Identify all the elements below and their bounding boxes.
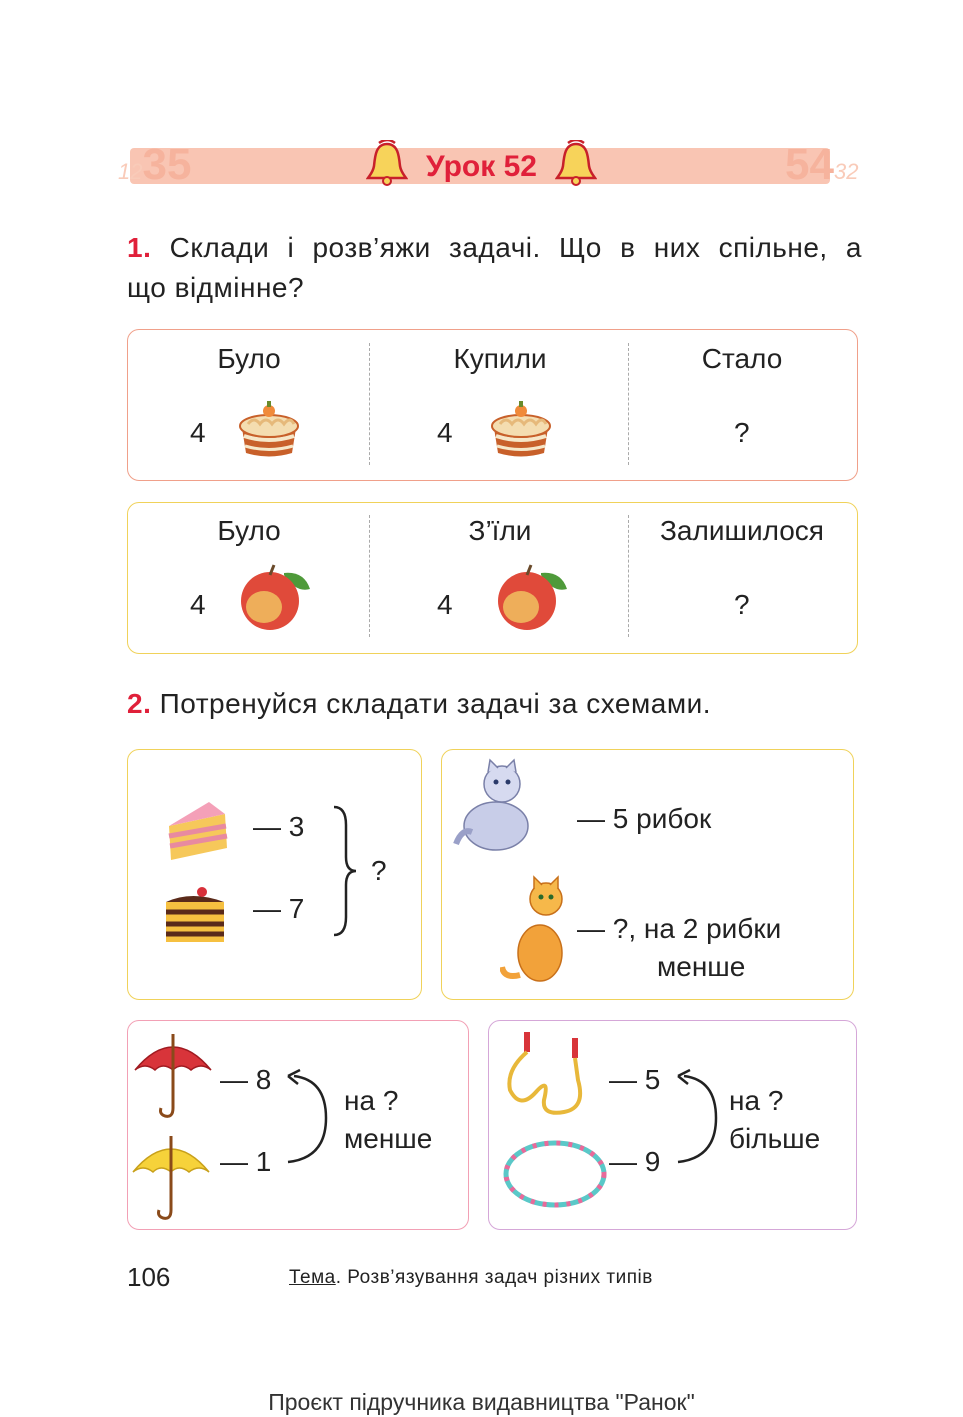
scheme-row-value: — 9 — [609, 1146, 661, 1177]
col3-label: Стало — [701, 343, 783, 374]
apple-icon — [238, 563, 312, 638]
umbrella-icon — [131, 1132, 211, 1229]
bell-icon — [555, 140, 597, 194]
divider — [369, 515, 370, 637]
cake-slice-icon — [165, 800, 231, 867]
bell-icon — [366, 140, 408, 194]
scheme-row-value: — 7 — [253, 893, 305, 924]
cake-icon — [488, 398, 554, 465]
umbrella-icon — [133, 1030, 213, 1127]
col1-value: 4 — [190, 589, 206, 620]
col1-label: Було — [217, 343, 281, 374]
topic-line: Тема. Розв’язування задач різних типів — [289, 1267, 653, 1288]
scheme-row-value: — ?, на 2 рибки менше — [577, 913, 782, 982]
task1-text: 1. Склади і розв’яжи задачі. Що в них спільне, а що відмінне? — [127, 232, 863, 303]
decor-digits-right: 5432 — [785, 140, 859, 189]
comparison-arrow — [672, 1068, 724, 1173]
col3-value: ? — [734, 589, 750, 620]
cat-icon — [500, 875, 574, 992]
task2-text: 2. Потренуйся складати задачі за схемами. — [127, 688, 711, 719]
col3-label: Залишилося — [660, 515, 824, 546]
scheme-row-value: — 5 рибок — [577, 803, 712, 834]
col2-value: 4 — [437, 589, 453, 620]
divider — [628, 515, 629, 637]
divider — [369, 343, 370, 465]
cake-icon — [236, 398, 302, 465]
scheme-row-value: — 1 — [220, 1146, 272, 1177]
hoop-icon — [502, 1138, 608, 1215]
cake-slice-icon — [162, 884, 228, 949]
scheme-row-value: — 8 — [220, 1064, 272, 1095]
page-number: 106 — [127, 1262, 171, 1292]
col1-label: Було — [217, 515, 281, 546]
col2-label: Купили — [453, 343, 547, 374]
col2-value: 4 — [437, 417, 453, 448]
col2-label: З’їли — [468, 515, 532, 546]
scheme-question: ? — [371, 855, 387, 886]
col3-value: ? — [734, 417, 750, 448]
comparison-arrow — [282, 1068, 334, 1173]
col1-value: 4 — [190, 417, 206, 448]
scheme-question: на ? більше — [729, 1085, 821, 1154]
scheme-row-value: — 5 — [609, 1064, 661, 1095]
apple-icon — [495, 563, 569, 638]
jump-rope-icon — [502, 1030, 592, 1125]
scheme-row-value: — 3 — [253, 811, 305, 842]
scheme-question: на ? менше — [344, 1085, 433, 1154]
publisher-credit: Проєкт підручника видавництва "Ранок" — [268, 1389, 695, 1415]
divider — [628, 343, 629, 465]
brace-icon — [330, 805, 360, 942]
cat-icon — [452, 758, 534, 859]
lesson-title: Урок 52 — [0, 140, 963, 194]
decor-digits-left: 1235 — [118, 140, 192, 189]
